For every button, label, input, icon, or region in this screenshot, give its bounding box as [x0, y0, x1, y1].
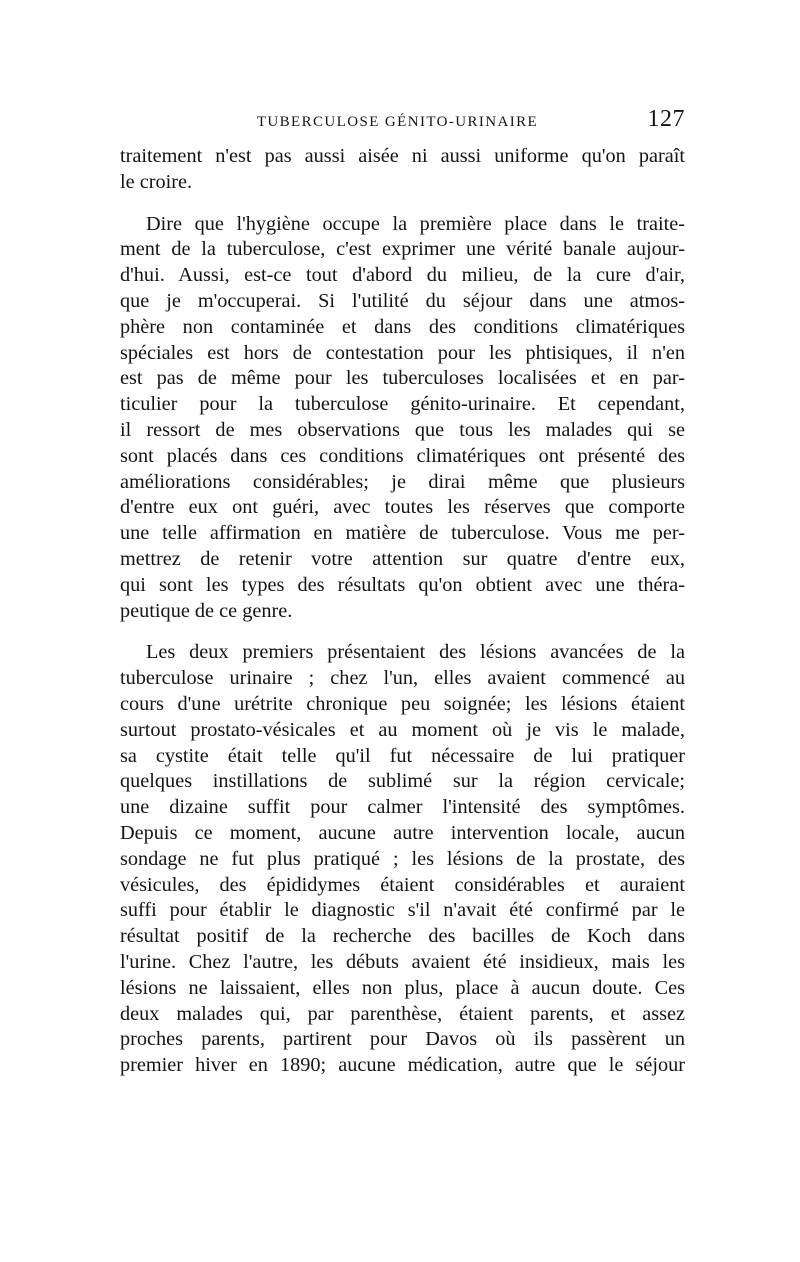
- running-head: [120, 106, 685, 144]
- text-line: le croire.: [120, 170, 193, 193]
- text-line: Dire que l'hygiène occupe la première place dans le traite-: [146, 212, 685, 235]
- text-line: lésions ne laissaient, elles non plus, place à aucun doute. Ces: [120, 976, 685, 999]
- text-line: que je m'occuperai. Si l'utilité du séjour dans une atmos-: [120, 289, 685, 312]
- text-line: l'urine. Chez l'autre, les débuts avaient été insidieux, mais les: [120, 950, 685, 973]
- text-line: premier hiver en 1890; aucune médication, autre que le séjour: [120, 1054, 685, 1077]
- text-line: Depuis ce moment, aucune autre intervention locale, aucun: [120, 821, 685, 844]
- page-number: 127: [647, 106, 685, 132]
- text-line: une telle affirmation en matière de tuberculose. Vous me per-: [120, 522, 685, 545]
- body-text: [120, 144, 685, 1079]
- text-line: peutique de ce genre.: [120, 599, 293, 622]
- text-line: spéciales est hors de contestation pour les phtisiques, il n'en: [120, 341, 685, 364]
- text-line: mettrez de retenir votre attention sur quatre d'entre eux,: [120, 547, 685, 570]
- text-line: phère non contaminée et dans des conditions climatériques: [120, 315, 685, 338]
- book-page: [120, 106, 685, 1079]
- text-line: surtout prostato-vésicales et au moment où je vis le malade,: [120, 718, 685, 741]
- text-line: sondage ne fut plus pratiqué ; les lésions de la prostate, des: [120, 847, 685, 870]
- text-line: Les deux premiers présentaient des lésions avancées de la: [146, 641, 685, 664]
- text-line: deux malades qui, par parenthèse, étaient parents, et assez: [120, 1002, 685, 1025]
- text-line: sa cystite était telle qu'il fut nécessaire de lui pratiquer: [120, 744, 685, 767]
- text-line: cours d'une urétrite chronique peu soignée; les lésions étaient: [120, 692, 685, 715]
- text-line: tuberculose urinaire ; chez l'un, elles avaient commencé au: [120, 667, 685, 690]
- text-line: suffi pour établir le diagnostic s'il n'avait été confirmé par le: [120, 899, 685, 922]
- running-head-title: TUBERCULOSE GÉNITO-URINAIRE: [256, 114, 539, 130]
- text-line: d'hui. Aussi, est-ce tout d'abord du milieu, de la cure d'air,: [120, 264, 685, 287]
- paragraph-3: [120, 640, 685, 1079]
- text-line: ment de la tuberculose, c'est exprimer une vérité banale aujour-: [120, 238, 685, 261]
- text-line: vésicules, des épididymes étaient considérables et auraient: [120, 873, 685, 896]
- text-line: une dizaine suffit pour calmer l'intensité des symptômes.: [120, 796, 685, 819]
- paragraph-2: [120, 212, 685, 625]
- paragraph-1: [120, 144, 685, 196]
- text-line: sont placés dans ces conditions climatériques ont présenté des: [120, 444, 685, 467]
- text-line: est pas de même pour les tuberculoses localisées et en par-: [120, 367, 685, 390]
- text-line: qui sont les types des résultats qu'on obtient avec une théra-: [120, 573, 685, 596]
- text-line: quelques instillations de sublimé sur la région cervicale;: [120, 770, 685, 793]
- text-line: ticulier pour la tuberculose génito-urinaire. Et cependant,: [120, 393, 685, 416]
- text-line: d'entre eux ont guéri, avec toutes les réserves que comporte: [120, 496, 685, 519]
- text-line: traitement n'est pas aussi aisée ni aussi uniforme qu'on paraît: [120, 145, 685, 167]
- text-line: il ressort de mes observations que tous les malades qui se: [120, 418, 685, 441]
- text-line: résultat positif de la recherche des bacilles de Koch dans: [120, 925, 685, 948]
- text-line: améliorations considérables; je dirai même que plusieurs: [120, 470, 685, 493]
- text-line: proches parents, partirent pour Davos où ils passèrent un: [120, 1028, 685, 1051]
